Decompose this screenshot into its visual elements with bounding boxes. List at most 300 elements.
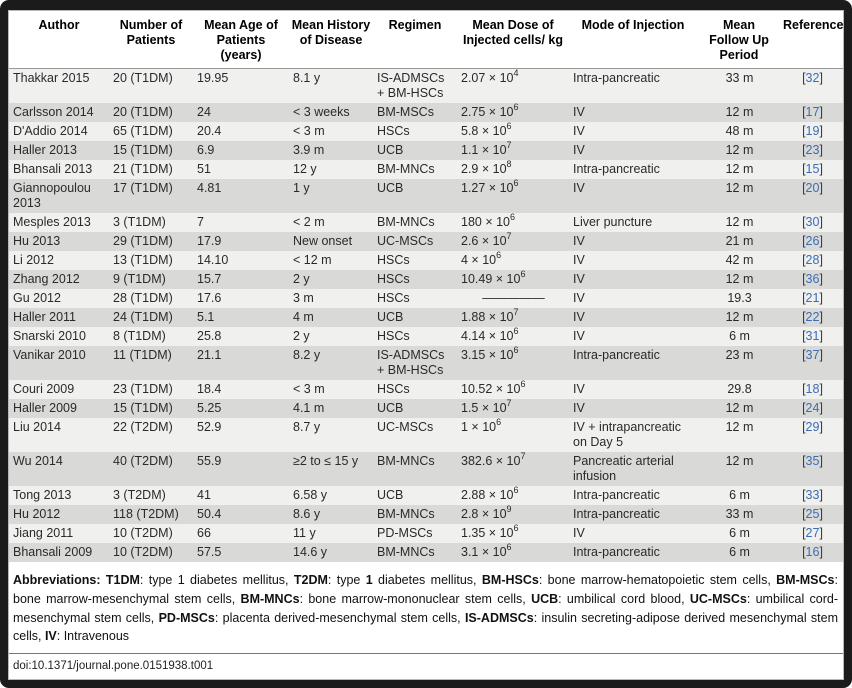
reference-link[interactable]: 31 [805, 329, 820, 343]
cell-age: 50.4 [197, 507, 222, 521]
cell-mode: Intra-pancreatic [573, 348, 660, 362]
reference-bracket-open: [ [802, 71, 806, 85]
reference-bracket-open: [ [802, 181, 806, 195]
cell-reference [781, 179, 843, 213]
table-sheet [8, 10, 844, 680]
reference-bracket-close: ] [819, 420, 823, 434]
table-row [9, 251, 843, 270]
reference-bracket-open: [ [802, 545, 806, 559]
reference-link[interactable]: 35 [805, 454, 820, 468]
cell-mode: IV [573, 526, 585, 540]
reference-bracket-close: ] [819, 348, 823, 362]
cell-age: 18.4 [197, 382, 222, 396]
cell-mode: Intra-pancreatic [573, 71, 660, 85]
table-row [9, 399, 843, 418]
table-row [9, 213, 843, 232]
reference-bracket-close: ] [819, 71, 823, 85]
cell-dose: $2.75 \times 10^6$ [461, 101, 519, 119]
table-row [9, 141, 843, 160]
cell-author: Tong 2013 [13, 488, 72, 502]
cell-mode: IV [573, 234, 585, 248]
reference-bracket-open: [ [802, 348, 806, 362]
table-row [9, 289, 843, 308]
cell-history: 1 y [293, 181, 310, 195]
cell-history: < 2 m [293, 215, 325, 229]
cell-reference [781, 524, 843, 543]
cell-regimen: UCB [377, 401, 404, 415]
cell-dose: $1.1 \times 10^7$ [461, 139, 512, 157]
cell-dose: $3.15 \times 10^6$ [461, 344, 519, 362]
cell-followup: 6 m [729, 488, 750, 502]
cell-dose: $2.9 \times 10^8$ [461, 158, 512, 176]
cell-age: 6.9 [197, 143, 215, 157]
cell-reference [781, 141, 843, 160]
column-header-regimen: Regimen [373, 11, 457, 69]
cell-mode: Liver puncture [573, 215, 653, 229]
cell-history: 3.9 m [293, 143, 325, 157]
reference-bracket-open: [ [802, 124, 806, 138]
cell-reference [781, 270, 843, 289]
reference-bracket-close: ] [819, 488, 823, 502]
cell-dose: $10.49 \times 10^6$ [461, 268, 526, 286]
cell-reference [781, 505, 843, 524]
cell-regimen: HSCs [377, 272, 410, 286]
table-row [9, 122, 843, 141]
cell-reference [781, 452, 843, 486]
cell-regimen: UCB [377, 143, 404, 157]
cell-dose: $1 \times 10^6$ [461, 416, 502, 434]
table-row [9, 69, 843, 104]
reference-bracket-open: [ [802, 420, 806, 434]
cell-patients: 23 (T1DM) [113, 382, 173, 396]
cell-history: ≥2 to ≤ 15 y [293, 454, 359, 468]
reference-link[interactable]: 37 [805, 348, 820, 362]
table-row [9, 524, 843, 543]
cell-author: Haller 2009 [13, 401, 77, 415]
cell-author: Bhansali 2013 [13, 162, 93, 176]
column-header-mode: Mode of Injection [569, 11, 697, 69]
cell-regimen: UCB [377, 310, 404, 324]
reference-link[interactable]: 15 [805, 162, 820, 176]
cell-followup: 21 m [725, 234, 754, 248]
table-row [9, 486, 843, 505]
table-row [9, 380, 843, 399]
cell-reference [781, 380, 843, 399]
cell-author: Bhansali 2009 [13, 545, 93, 559]
cell-patients: 24 (T1DM) [113, 310, 173, 324]
reference-bracket-open: [ [802, 162, 806, 176]
cell-age: 24 [197, 105, 211, 119]
cell-followup: 6 m [729, 545, 750, 559]
cell-dose: $1.27 \times 10^6$ [461, 177, 519, 195]
cell-author: Couri 2009 [13, 382, 75, 396]
cell-patients: 10 (T2DM) [113, 526, 173, 540]
cell-mode: IV [573, 272, 585, 286]
table-row [9, 103, 843, 122]
reference-bracket-close: ] [819, 507, 823, 521]
cell-author: Vanikar 2010 [13, 348, 86, 362]
cell-patients: 3 (T2DM) [113, 488, 166, 502]
cell-dose: $4.14 \times 10^6$ [461, 325, 519, 343]
reference-bracket-close: ] [819, 181, 823, 195]
cell-author: Snarski 2010 [13, 329, 86, 343]
reference-bracket-close: ] [819, 105, 823, 119]
reference-link[interactable]: 32 [805, 71, 820, 85]
reference-bracket-close: ] [819, 401, 823, 415]
cell-patients: 10 (T2DM) [113, 545, 173, 559]
cell-regimen: BM-MNCs [377, 162, 435, 176]
reference-bracket-open: [ [802, 310, 806, 324]
cell-mode: Intra-pancreatic [573, 162, 660, 176]
reference-link[interactable]: 36 [805, 272, 820, 286]
cell-followup: 6 m [729, 329, 750, 343]
table-body [9, 69, 843, 563]
cell-regimen: UCB [377, 488, 404, 502]
cell-history: 4 m [293, 310, 314, 324]
reference-bracket-close: ] [819, 526, 823, 540]
cell-age: 55.9 [197, 454, 222, 468]
reference-link[interactable]: 27 [805, 526, 820, 540]
reference-bracket-open: [ [802, 454, 806, 468]
reference-bracket-close: ] [819, 143, 823, 157]
reference-bracket-open: [ [802, 401, 806, 415]
cell-patients: 13 (T1DM) [113, 253, 173, 267]
cell-regimen: UC-MSCs [377, 420, 434, 434]
cell-author: Haller 2011 [13, 310, 77, 324]
cell-followup: 12 m [725, 420, 754, 434]
reference-bracket-open: [ [802, 526, 806, 540]
cell-regimen: BM-MNCs [377, 545, 435, 559]
cell-mode: IV [573, 291, 585, 305]
cell-followup: 33 m [725, 71, 754, 85]
reference-link[interactable]: 25 [805, 507, 820, 521]
cell-mode: IV [573, 401, 585, 415]
reference-bracket-close: ] [819, 291, 823, 305]
cell-regimen: HSCs [377, 291, 410, 305]
cell-followup: 6 m [729, 526, 750, 540]
cell-patients: 8 (T1DM) [113, 329, 166, 343]
cell-age: 17.9 [197, 234, 222, 248]
cell-patients: 11 (T1DM) [113, 348, 172, 362]
reference-bracket-open: [ [802, 507, 806, 521]
cell-followup: 12 m [725, 401, 754, 415]
cell-followup: 12 m [725, 215, 754, 229]
cell-mode: IV [573, 329, 585, 343]
cell-regimen: HSCs [377, 124, 410, 138]
cell-mode: IV [573, 310, 585, 324]
cell-history: 8.2 y [293, 348, 321, 362]
cell-age: 21.1 [197, 348, 222, 362]
reference-bracket-close: ] [819, 272, 823, 286]
table-row [9, 505, 843, 524]
cell-dose: $4 \times 10^6$ [461, 249, 502, 267]
cell-author: Gu 2012 [13, 291, 61, 305]
cell-dose: $382.6 \times 10^7$ [461, 450, 526, 468]
cell-followup: 12 m [725, 310, 754, 324]
cell-mode: Intra-pancreatic [573, 545, 660, 559]
cell-age: 7 [197, 215, 204, 229]
column-header-patients: Number of Patients [109, 11, 193, 69]
cell-followup: 12 m [725, 105, 754, 119]
reference-link[interactable]: 30 [805, 215, 820, 229]
cell-author: Liu 2014 [13, 420, 61, 434]
cell-regimen: IS-ADMSCs + BM-HSCs [377, 348, 445, 377]
reference-bracket-close: ] [819, 310, 823, 324]
cell-author: Zhang 2012 [13, 272, 80, 286]
reference-link[interactable]: 17 [805, 105, 820, 119]
cell-history: 3 m [293, 291, 314, 305]
cell-history: < 12 m [293, 253, 332, 267]
cell-patients: 9 (T1DM) [113, 272, 166, 286]
cell-reference [781, 418, 843, 452]
table-row [9, 452, 843, 486]
table-row [9, 346, 843, 380]
cell-age: 5.1 [197, 310, 215, 324]
cell-regimen: HSCs [377, 382, 410, 396]
cell-mode: IV [573, 382, 585, 396]
cell-patients: 15 (T1DM) [113, 401, 173, 415]
cell-regimen: BM-MNCs [377, 454, 435, 468]
cell-reference [781, 232, 843, 251]
cell-history: 6.58 y [293, 488, 328, 502]
reference-bracket-open: [ [802, 272, 806, 286]
cell-reference [781, 122, 843, 141]
reference-bracket-close: ] [819, 545, 823, 559]
reference-bracket-close: ] [819, 329, 823, 343]
cell-author: D'Addio 2014 [13, 124, 88, 138]
cell-patients: 20 (T1DM) [113, 71, 173, 85]
cell-reference [781, 160, 843, 179]
reference-bracket-open: [ [802, 215, 806, 229]
reference-link[interactable]: 19 [805, 124, 820, 138]
cell-age: 57.5 [197, 545, 222, 559]
cell-regimen: UC-MSCs [377, 234, 434, 248]
cell-mode: IV + intrapancreatic on Day 5 [573, 420, 682, 449]
cell-followup: 23 m [725, 348, 754, 362]
cell-patients: 65 (T1DM) [113, 124, 173, 138]
cell-history: 8.7 y [293, 420, 321, 434]
abbreviations-text: Abbreviations: T1DM: type 1 diabetes mellitus, T2DM: type 1 diabetes mellitus, BM-HSCs: bone marrow-hematopoietic stem cells, BM-MSCs: bone marrow-mesenchymal stem cells, BM-MNCs: bone marrow-mononuclear stem cells, UCB: umbilical cord blood, UC-MSCs: umbilical cord-mesenchymal stem cells, PD-MSCs: placenta derived-mesenchymal stem cells, IS-ADMSCs: insulin secreting-adipose derived mesenchymal stem cells, IV: Intravenous [13, 573, 839, 644]
cell-dose: $2.88 \times 10^6$ [461, 484, 519, 502]
cell-author: Mesples 2013 [13, 215, 91, 229]
cell-age: 5.25 [197, 401, 222, 415]
cell-age: 19.95 [197, 71, 229, 85]
cell-history: New onset [293, 234, 353, 248]
column-header-author: Author [9, 11, 109, 69]
table-row [9, 179, 843, 213]
reference-bracket-open: [ [802, 253, 806, 267]
table-row [9, 160, 843, 179]
cell-reference [781, 486, 843, 505]
cell-dose: $2.07 \times 10^4$ [461, 67, 519, 85]
column-header-history: Mean History of Disease [289, 11, 373, 69]
cell-patients: 21 (T1DM) [113, 162, 173, 176]
reference-bracket-close: ] [819, 215, 823, 229]
cell-reference [781, 289, 843, 308]
table-row [9, 327, 843, 346]
cell-followup: 12 m [725, 162, 754, 176]
cell-mode: IV [573, 181, 585, 195]
cell-regimen: BM-MNCs [377, 215, 435, 229]
cell-author: Giannopoulou 2013 [13, 181, 91, 210]
table-row [9, 308, 843, 327]
cell-history: < 3 m [293, 382, 325, 396]
cell-history: 8.6 y [293, 507, 321, 521]
cell-patients: 22 (T2DM) [113, 420, 173, 434]
cell-patients: 3 (T1DM) [113, 215, 166, 229]
cell-mode: IV [573, 124, 585, 138]
cell-dose: $2.6 \times 10^7$ [461, 230, 512, 248]
cell-history: 8.1 y [293, 71, 321, 85]
reference-link[interactable]: 28 [805, 253, 820, 267]
reference-bracket-close: ] [819, 234, 823, 248]
cell-reference [781, 327, 843, 346]
cell-patients: 28 (T1DM) [113, 291, 173, 305]
cell-patients: 15 (T1DM) [113, 143, 173, 157]
reference-link[interactable]: 21 [805, 291, 820, 305]
table-row [9, 232, 843, 251]
cell-followup: 12 m [725, 454, 754, 468]
cell-age: 25.8 [197, 329, 222, 343]
cell-reference [781, 69, 843, 104]
reference-bracket-open: [ [802, 234, 806, 248]
cell-reference [781, 103, 843, 122]
reference-link[interactable]: 26 [805, 234, 820, 248]
cell-reference [781, 251, 843, 270]
cell-author: Jiang 2011 [13, 526, 74, 540]
cell-age: 66 [197, 526, 211, 540]
reference-link[interactable]: 24 [805, 401, 820, 415]
cell-followup: 48 m [725, 124, 754, 138]
cell-age: 52.9 [197, 420, 222, 434]
reference-bracket-open: [ [802, 329, 806, 343]
cell-dose: $2.8 \times 10^9$ [461, 503, 512, 521]
cell-regimen: PD-MSCs [377, 526, 433, 540]
cell-patients: 20 (T1DM) [113, 105, 173, 119]
cell-reference [781, 543, 843, 562]
cell-age: 41 [197, 488, 211, 502]
doi-text: doi:10.1371/journal.pone.0151938.t001 [9, 653, 843, 679]
reference-link[interactable]: 23 [805, 143, 820, 157]
table-row [9, 543, 843, 562]
cell-author: Li 2012 [13, 253, 55, 267]
cell-history: 2 y [293, 272, 310, 286]
cell-dose: ————— [482, 291, 545, 305]
cell-mode: Pancreatic arterial infusion [573, 454, 674, 483]
cell-age: 51 [197, 162, 211, 176]
cell-dose: $180 \times 10^6$ [461, 211, 516, 229]
cell-history: 12 y [293, 162, 317, 176]
reference-bracket-open: [ [802, 291, 806, 305]
cell-regimen: BM-MNCs [377, 507, 435, 521]
reference-bracket-close: ] [819, 454, 823, 468]
cell-dose: $1.88 \times 10^7$ [461, 306, 519, 324]
cell-followup: 12 m [725, 272, 754, 286]
cell-history: 4.1 m [293, 401, 325, 415]
reference-bracket-close: ] [819, 124, 823, 138]
column-header-age: Mean Age of Patients (years) [193, 11, 289, 69]
reference-link[interactable]: 16 [805, 545, 820, 559]
cell-patients: 17 (T1DM) [113, 181, 173, 195]
reference-bracket-close: ] [819, 382, 823, 396]
cell-regimen: IS-ADMSCs + BM-HSCs [377, 71, 445, 100]
cell-followup: 19.3 [727, 291, 752, 305]
cell-followup: 42 m [725, 253, 754, 267]
cell-mode: Intra-pancreatic [573, 507, 660, 521]
column-header-dose: Mean Dose of Injected cells/ kg [457, 11, 569, 69]
cell-mode: IV [573, 253, 585, 267]
table-row [9, 418, 843, 452]
cell-dose: $3.1 \times 10^6$ [461, 541, 512, 559]
column-header-reference: Reference [781, 11, 843, 69]
cell-history: 2 y [293, 329, 310, 343]
cell-mode: Intra-pancreatic [573, 488, 660, 502]
reference-link[interactable]: 22 [805, 310, 820, 324]
cell-followup: 12 m [725, 181, 754, 195]
cell-regimen: UCB [377, 181, 404, 195]
cell-history: < 3 m [293, 124, 325, 138]
cell-history: < 3 weeks [293, 105, 350, 119]
cell-regimen: HSCs [377, 253, 410, 267]
cell-reference [781, 399, 843, 418]
cell-reference [781, 213, 843, 232]
cell-patients: 118 (T2DM) [113, 507, 179, 521]
cell-followup: 12 m [725, 143, 754, 157]
cell-followup: 33 m [725, 507, 754, 521]
cell-age: 20.4 [197, 124, 222, 138]
cell-age: 4.81 [197, 181, 222, 195]
cell-author: Haller 2013 [13, 143, 77, 157]
cell-history: 14.6 y [293, 545, 328, 559]
reference-link[interactable]: 33 [805, 488, 820, 502]
reference-bracket-close: ] [819, 162, 823, 176]
cell-reference [781, 346, 843, 380]
cell-patients: 40 (T2DM) [113, 454, 173, 468]
cell-author: Hu 2013 [13, 234, 61, 248]
cell-age: 14.10 [197, 253, 229, 267]
study-table [9, 11, 843, 562]
cell-dose: $5.8 \times 10^6$ [461, 120, 512, 138]
cell-author: Thakkar 2015 [13, 71, 90, 85]
cell-age: 17.6 [197, 291, 222, 305]
cell-mode: IV [573, 143, 585, 157]
cell-age: 15.7 [197, 272, 222, 286]
cell-author: Wu 2014 [13, 454, 63, 468]
reference-link[interactable]: 18 [805, 382, 820, 396]
reference-bracket-close: ] [819, 253, 823, 267]
reference-bracket-open: [ [802, 143, 806, 157]
cell-author: Hu 2012 [13, 507, 61, 521]
table-row [9, 270, 843, 289]
cell-mode: IV [573, 105, 585, 119]
table-header-row [9, 11, 843, 69]
column-header-followup: Mean Follow Up Period [697, 11, 781, 69]
cell-history: 11 y [293, 526, 316, 540]
cell-dose: $1.35 \times 10^6$ [461, 522, 519, 540]
reference-bracket-open: [ [802, 488, 806, 502]
cell-dose: $1.5 \times 10^7$ [461, 397, 512, 415]
reference-bracket-open: [ [802, 382, 806, 396]
cell-patients: 29 (T1DM) [113, 234, 173, 248]
cell-author: Carlsson 2014 [13, 105, 94, 119]
cell-regimen: HSCs [377, 329, 410, 343]
cell-dose: $10.52 \times 10^6$ [461, 378, 526, 396]
reference-link[interactable]: 29 [805, 420, 820, 434]
cell-regimen: BM-MSCs [377, 105, 434, 119]
reference-bracket-open: [ [802, 105, 806, 119]
cell-reference [781, 308, 843, 327]
reference-link[interactable]: 20 [805, 181, 820, 195]
